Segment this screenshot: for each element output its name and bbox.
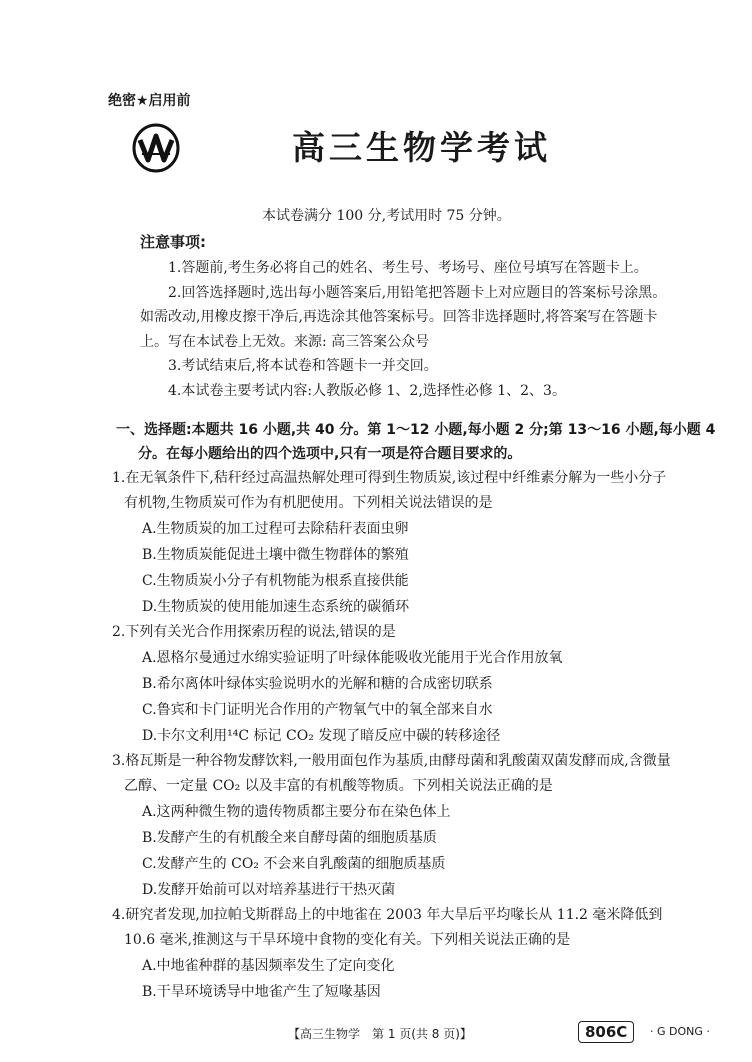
question-stem (112, 466, 744, 516)
question-list (112, 466, 744, 1005)
section-heading (116, 418, 748, 466)
option-c: C.生物质炭小分子有机物能为根系直接供能 (142, 573, 409, 589)
question-3 (112, 749, 744, 903)
section-line: 分。在每小题给出的四个选项中,只有一项是符合题目要求的。 (138, 446, 522, 462)
notice-list (140, 256, 680, 403)
option-c: C.鲁宾和卡门证明光合作用的产物氧气中的氧全部来自水 (142, 702, 493, 718)
option-d: D.发酵开始前可以对培养基进行干热灭菌 (142, 882, 396, 898)
question-4 (112, 903, 744, 1005)
option-c: C.发酵产生的 CO₂ 不会来自乳酸菌的细胞质基质 (142, 856, 446, 872)
stem-line: 10.6 毫米,推测这与干旱环境中食物的变化有关。下列相关说法正确的是 (124, 932, 571, 948)
notice-item: 2.回答选择题时,选出每小题答案后,用铅笔把答题卡上对应题目的答案标号涂黑。如需改动,用橡皮擦干净后,再选涂其他答案标号。回答非选择题时,将答案写在答题卡上。写在本试卷上无效。来源: 高三答案公众号 (140, 284, 667, 350)
confidential-label: 绝密★启用前 (108, 93, 191, 109)
notice-item: 4.本试卷主要考试内容:人教版必修 1、2,选择性必修 1、2、3。 (168, 382, 566, 399)
stem-line: 1.在无氧条件下,秸秆经过高温热解处理可得到生物质炭,该过程中纤维素分解为一些小分子 (112, 470, 667, 486)
page-title: 高三生物学考试 (292, 128, 551, 167)
notice-item: 1.答题前,考生务必将自己的姓名、考生号、考场号、座位号填写在答题卡上。 (168, 260, 648, 276)
stem-line: 2.下列有关光合作用探索历程的说法,错误的是 (112, 624, 396, 640)
option-a: A.恩格尔曼通过水绵实验证明了叶绿体能吸收光能用于光合作用放氧 (142, 650, 563, 666)
option-a: A.中地雀种群的基因频率发生了定向变化 (142, 958, 395, 974)
school-crest-icon (130, 122, 182, 174)
option-d: D.卡尔文利用¹⁴C 标记 CO₂ 发现了暗反应中碳的转移途径 (142, 728, 501, 744)
option-b: B.希尔离体叶绿体实验说明水的光解和糖的合成密切联系 (142, 676, 493, 692)
option-a: A.生物质炭的加工过程可去除秸秆表面虫卵 (142, 521, 409, 537)
question-1 (112, 466, 744, 620)
exam-info: 本试卷满分 100 分,考试用时 75 分钟。 (262, 208, 511, 224)
question-2 (112, 620, 744, 749)
question-stem (112, 749, 744, 799)
notice-item: 3.考试结束后,将本试卷和答题卡一并交回。 (168, 358, 438, 374)
stem-line: 4.研究者发现,加拉帕戈斯群岛上的中地雀在 2003 年大旱后平均喙长从 11.2 毫米降低到 (112, 907, 663, 923)
notice-heading: 注意事项: (140, 233, 206, 251)
option-b: B.发酵产生的有机酸全来自酵母菌的细胞质基质 (142, 830, 437, 846)
page-footer: 【高三生物学 第 1 页(共 8 页)】 (288, 1027, 472, 1041)
option-b: B.干旱环境诱导中地雀产生了短喙基因 (142, 984, 381, 1000)
option-a: A.这两种微生物的遗传物质都主要分布在染色体上 (142, 804, 451, 820)
brand-label: · G DONG · (650, 1025, 710, 1038)
option-d: D.生物质炭的使用能加速生态系统的碳循环 (142, 599, 410, 615)
question-stem (112, 903, 744, 953)
stem-line: 乙醇、一定量 CO₂ 以及丰富的有机酸等物质。下列相关说法正确的是 (124, 778, 553, 794)
option-b: B.生物质炭能促进土壤中微生物群体的繁殖 (142, 547, 409, 563)
stem-line: 3.格瓦斯是一种谷物发酵饮料,一般用面包作为基质,由酵母菌和乳酸菌双菌发酵而成,含微量 (112, 753, 671, 769)
question-stem (112, 620, 744, 645)
section-line: 一、选择题:本题共 16 小题,共 40 分。第 1～12 小题,每小题 2 分;第 13～16 小题,每小题 4 (116, 422, 716, 438)
exam-code-badge: 806C (578, 1021, 634, 1043)
stem-line: 有机物,生物质炭可作为有机肥使用。下列相关说法错误的是 (124, 495, 493, 511)
